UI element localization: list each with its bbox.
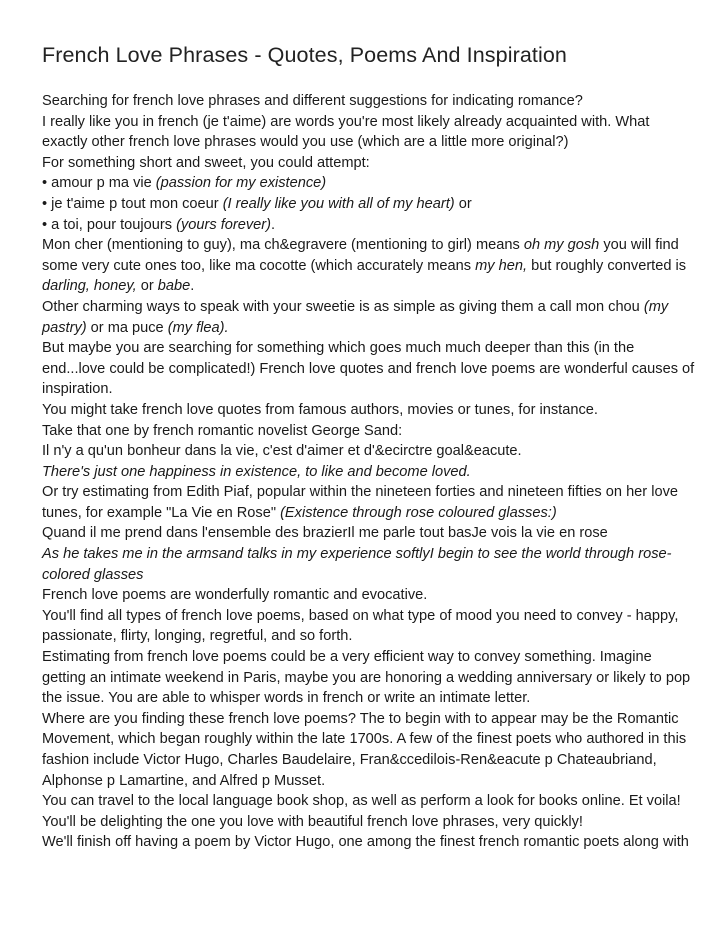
text-segment: Alphonse p Lamartine, and Alfred p Musset. bbox=[42, 772, 326, 789]
text-line bbox=[42, 379, 712, 400]
text-line bbox=[42, 421, 712, 442]
text-line bbox=[42, 153, 712, 174]
text-line bbox=[42, 359, 712, 380]
text-segment: or ma puce bbox=[86, 319, 168, 336]
text-line bbox=[42, 832, 712, 853]
text-line bbox=[42, 482, 712, 503]
text-line bbox=[42, 215, 712, 236]
text-segment: • amour p ma vie bbox=[42, 175, 156, 192]
text-line bbox=[42, 503, 712, 524]
text-segment: Take that one by french romantic novelist George Sand: bbox=[42, 422, 403, 439]
page-title: French Love Phrases - Quotes, Poems And Inspiration bbox=[42, 43, 567, 67]
text-line bbox=[42, 276, 712, 297]
text-line bbox=[42, 523, 712, 544]
text-line bbox=[42, 256, 712, 277]
text-line bbox=[42, 688, 712, 709]
text-line bbox=[42, 565, 712, 586]
text-line bbox=[42, 318, 712, 339]
text-segment: For something short and sweet, you could attempt: bbox=[42, 154, 370, 171]
text-line bbox=[42, 194, 712, 215]
italic-text: (passion for my existence) bbox=[155, 175, 327, 192]
document-body bbox=[42, 91, 712, 853]
text-segment: the issue. You are able to whisper words in french or write an intimate letter. bbox=[42, 690, 531, 707]
text-line bbox=[42, 585, 712, 606]
text-segment: but roughly converted is bbox=[527, 257, 687, 274]
text-line bbox=[42, 173, 712, 194]
text-segment: Or try estimating from Edith Piaf, popular within the nineteen forties and nineteen fifties on her love bbox=[42, 484, 678, 501]
text-segment: Mon cher (mentioning to guy), ma ch&egravere (mentioning to girl) means bbox=[42, 237, 524, 254]
text-line bbox=[42, 112, 712, 133]
text-line bbox=[42, 709, 712, 730]
text-line bbox=[42, 647, 712, 668]
text-line bbox=[42, 606, 712, 627]
text-segment: Other charming ways to speak with your sweetie is as simple as giving them a call mon chou bbox=[42, 298, 644, 315]
italic-text: (my flea). bbox=[167, 319, 229, 336]
italic-text: (my bbox=[643, 298, 669, 315]
text-segment: You can travel to the local language book shop, as well as perform a look for books online. Et voila! bbox=[42, 793, 681, 810]
text-segment: You might take french love quotes from famous authors, movies or tunes, for instance. bbox=[42, 401, 598, 418]
text-segment: Quand il me prend dans l'ensemble des brazierIl me parle tout basJe vois la vie en rose bbox=[42, 525, 608, 542]
text-segment: Where are you finding these french love poems? The to begin with to appear may be the Romantic bbox=[42, 710, 679, 727]
text-segment: or bbox=[136, 278, 158, 295]
text-line bbox=[42, 812, 712, 833]
text-segment: inspiration. bbox=[42, 381, 113, 398]
italic-text: As he takes me in the armsand talks in my experience softlyI begin to see the world through rose- bbox=[42, 546, 672, 563]
text-segment: French love poems are wonderfully romantic and evocative. bbox=[42, 587, 428, 604]
text-segment: • a toi, pour toujours bbox=[42, 216, 177, 233]
text-line bbox=[42, 771, 712, 792]
text-line bbox=[42, 338, 712, 359]
text-segment: Estimating from french love poems could be a very efficient way to convey something. Imagine bbox=[42, 649, 652, 666]
text-segment: tunes, for example "La Vie en Rose" bbox=[42, 504, 281, 521]
text-line bbox=[42, 791, 712, 812]
text-segment: end...love could be complicated!) French love quotes and french love poems are wonderful causes of bbox=[42, 360, 695, 377]
text-segment: or bbox=[454, 195, 472, 212]
text-segment: you will find bbox=[599, 237, 679, 254]
italic-text: colored glasses bbox=[42, 566, 144, 583]
text-segment: You'll be delighting the one you love with beautiful french love phrases, very quickly! bbox=[42, 813, 583, 830]
text-segment: exactly other french love phrases would you use (which are a little more original?) bbox=[42, 134, 569, 151]
text-segment: We'll finish off having a poem by Victor Hugo, one among the finest french romantic poets along with bbox=[42, 834, 689, 851]
text-segment: getting an intimate weekend in Paris, maybe you are honoring a wedding anniversary or likely to pop bbox=[42, 669, 691, 686]
text-segment: . bbox=[271, 216, 276, 233]
text-line bbox=[42, 441, 712, 462]
italic-text: darling, honey, bbox=[42, 278, 137, 295]
text-segment: • je t'aime p tout mon coeur bbox=[42, 195, 223, 212]
text-line bbox=[42, 400, 712, 421]
text-segment: . bbox=[190, 278, 195, 295]
text-segment: fashion include Victor Hugo, Charles Baudelaire, Fran&ccedilois-Ren&eacute p Chateaubriand, bbox=[42, 752, 657, 768]
text-segment: passionate, flirty, longing, regretful, and so forth. bbox=[42, 628, 353, 645]
text-line bbox=[42, 626, 712, 647]
italic-text: babe bbox=[157, 278, 191, 295]
text-line bbox=[42, 462, 712, 483]
text-line bbox=[42, 668, 712, 689]
text-line bbox=[42, 297, 712, 318]
text-line bbox=[42, 91, 712, 112]
text-segment: I really like you in french (je t'aime) are words you're most likely already acquainted with. What bbox=[42, 113, 650, 130]
text-segment: You'll find all types of french love poems, based on what type of mood you need to convey - happy, bbox=[42, 607, 679, 624]
text-line bbox=[42, 729, 712, 750]
text-segment: some very cute ones too, like ma cocotte (which accurately means bbox=[42, 257, 476, 274]
text-line bbox=[42, 132, 712, 153]
text-segment: Il n'y a qu'un bonheur dans la vie, c'est d'aimer et d'&ecirctre goal&eacute. bbox=[42, 443, 522, 460]
text-segment: But maybe you are searching for something which goes much much deeper than this (in the bbox=[42, 340, 635, 357]
text-line bbox=[42, 235, 712, 256]
italic-text: There's just one happiness in existence, to like and become loved. bbox=[42, 463, 471, 480]
text-line bbox=[42, 750, 712, 771]
text-segment: Movement, which began roughly within the late 1700s. A few of the finest poets who authored in this bbox=[42, 731, 687, 748]
italic-text: oh my gosh bbox=[523, 237, 600, 254]
italic-text: my hen, bbox=[475, 257, 528, 274]
italic-text: pastry) bbox=[42, 319, 87, 336]
italic-text: (Existence through rose coloured glasses:) bbox=[280, 504, 557, 521]
text-line bbox=[42, 544, 712, 565]
italic-text: (yours forever) bbox=[176, 216, 271, 233]
italic-text: (I really like you with all of my heart) bbox=[222, 195, 455, 212]
text-segment: Searching for french love phrases and different suggestions for indicating romance? bbox=[42, 93, 583, 109]
